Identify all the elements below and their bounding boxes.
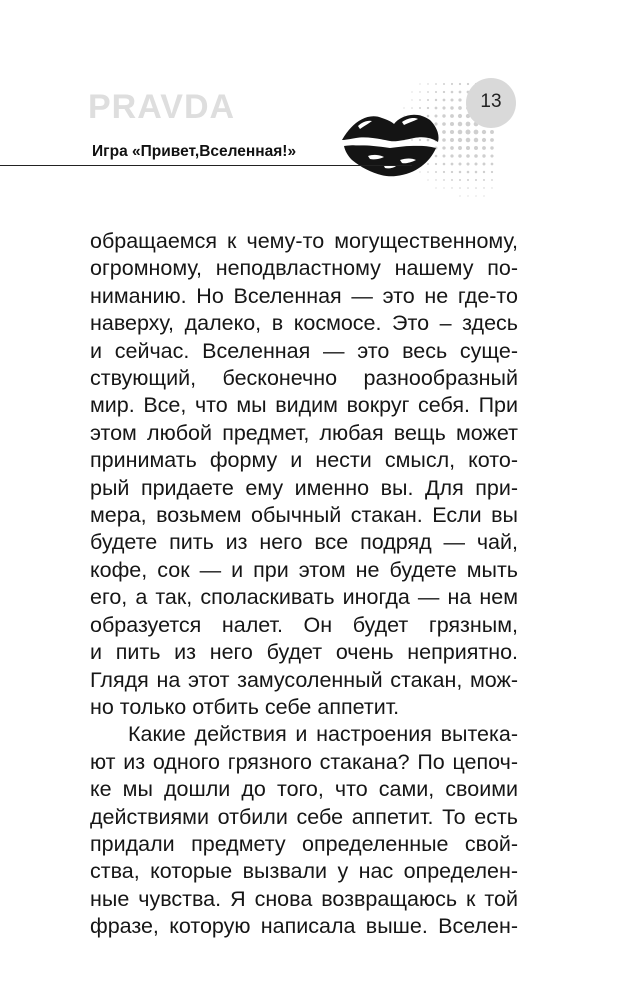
halftone-dot: [435, 99, 437, 101]
halftone-dot: [442, 146, 445, 149]
halftone-dot: [475, 171, 478, 174]
halftone-dot: [411, 99, 412, 100]
halftone-dot: [435, 83, 437, 85]
page-number: 13: [480, 91, 502, 112]
halftone-dot: [451, 179, 453, 181]
text-line: этом любой предмет, любая вещь может: [90, 420, 518, 445]
halftone-dot: [467, 187, 469, 189]
halftone-dot: [490, 138, 494, 142]
text-line: и сейчас. Вселенная — это весь суще-: [90, 338, 518, 363]
halftone-dot: [443, 91, 445, 93]
halftone-dot: [483, 163, 486, 166]
halftone-dot: [474, 130, 479, 135]
halftone-dot: [427, 83, 428, 84]
paragraph-2: [90, 721, 518, 940]
halftone-dot: [465, 129, 470, 134]
halftone-dot: [459, 187, 461, 189]
halftone-dot: [466, 122, 471, 127]
halftone-dot: [466, 154, 470, 158]
text-line: образуется налет. Он будет грязным,: [90, 612, 518, 637]
halftone-dot: [419, 99, 421, 101]
text-line: Глядя на этот замусоленный стакан, мож-: [90, 667, 518, 692]
halftone-dot: [451, 187, 452, 188]
halftone-dot: [450, 122, 454, 126]
halftone-dot: [443, 155, 446, 158]
halftone-dot: [466, 146, 470, 150]
halftone-dot: [458, 146, 462, 150]
halftone-dot: [475, 195, 476, 196]
halftone-dot: [491, 187, 492, 188]
halftone-dot: [442, 138, 446, 142]
body-text: [90, 228, 518, 941]
halftone-dot: [466, 162, 469, 165]
brand-title: PRAVDA: [88, 88, 236, 126]
halftone-dot: [482, 130, 486, 134]
halftone-dot: [458, 114, 462, 118]
text-line: обращаемся к чему-то могущественному,: [90, 229, 518, 253]
halftone-dot: [467, 171, 470, 174]
halftone-dot: [467, 179, 469, 181]
halftone-dot: [450, 146, 454, 150]
text-line: огромному, неподвластному нашему по-: [90, 256, 518, 281]
halftone-dot: [458, 122, 463, 127]
halftone-dot: [459, 163, 462, 166]
halftone-dot: [451, 163, 454, 166]
halftone-dot: [442, 122, 446, 126]
halftone-dot: [490, 146, 493, 149]
text-line: и пить из него будет очень неприятно.: [90, 640, 518, 665]
halftone-dot: [474, 162, 477, 165]
halftone-dot: [482, 146, 486, 150]
halftone-dot: [458, 130, 463, 135]
halftone-dot: [467, 195, 468, 196]
halftone-dot: [427, 91, 429, 93]
halftone-dot: [442, 114, 445, 117]
halftone-dot: [450, 138, 454, 142]
text-line: ствующий, бесконечно разнообразный: [90, 366, 518, 391]
text-line: наверху, далеко, в космосе. Это – здесь: [90, 311, 518, 336]
halftone-dot: [491, 163, 494, 166]
halftone-dot: [459, 83, 461, 85]
halftone-dot: [419, 83, 420, 84]
text-line: но только отбить себе аппетит.: [90, 694, 400, 719]
halftone-dot: [459, 179, 461, 181]
halftone-dot: [450, 106, 453, 109]
halftone-dot: [482, 138, 486, 142]
halftone-dot: [450, 130, 454, 134]
halftone-dot: [450, 98, 453, 101]
text-line: ют из одного грязного стакана? По цепоч-: [90, 749, 518, 774]
text-line: мера, возьмем обычный стакан. Если вы: [90, 503, 518, 528]
halftone-dot: [459, 91, 462, 94]
halftone-dot: [443, 83, 445, 85]
halftone-dot: [443, 99, 446, 102]
halftone-dot: [474, 154, 478, 158]
halftone-dot: [459, 195, 460, 196]
halftone-dot: [450, 154, 453, 157]
text-line: его, а так, споласкивать иногда — на нем: [90, 585, 518, 610]
halftone-dot: [483, 171, 485, 173]
halftone-dot: [475, 187, 477, 189]
header-divider: [0, 165, 412, 166]
paragraph-1: [90, 228, 518, 721]
halftone-dot: [442, 130, 446, 134]
halftone-dot: [491, 171, 493, 173]
halftone-dot: [411, 91, 412, 92]
halftone-dot: [458, 98, 461, 101]
halftone-dot: [435, 187, 436, 188]
halftone-dot: [427, 99, 429, 101]
text-line: Какие действия и настроения вытека-: [128, 722, 518, 747]
halftone-dot: [442, 106, 445, 109]
halftone-dot: [443, 163, 446, 166]
halftone-dot: [483, 195, 484, 196]
halftone-dot: [419, 91, 420, 92]
halftone-dot: [474, 138, 478, 142]
text-line: ства, которые вызвали у нас определен-: [90, 859, 518, 884]
halftone-dot: [483, 187, 484, 188]
running-title: Игра «Привет,Вселенная!»: [92, 143, 297, 160]
text-line: придали предмету определенные свой-: [90, 831, 518, 856]
halftone-dot: [490, 154, 493, 157]
halftone-dot: [451, 171, 453, 173]
halftone-dot: [443, 171, 445, 173]
halftone-dot: [466, 138, 471, 143]
halftone-dot: [450, 114, 454, 118]
text-line: будете пить из него все подряд — чай,: [90, 530, 518, 555]
halftone-dot: [475, 179, 477, 181]
halftone-dot: [458, 138, 462, 142]
text-line: принимать форму и нести смысл, кото-: [90, 448, 518, 473]
halftone-dot: [490, 130, 494, 134]
text-line: фразе, которую написала выше. Вселен-: [90, 914, 518, 939]
lips-print-icon: [338, 108, 442, 180]
halftone-dot: [467, 83, 469, 85]
text-line: мир. Все, что мы видим вокруг себя. При: [90, 393, 518, 418]
halftone-dot: [458, 106, 462, 110]
text-line: ниманию. Но Вселенная — это не где-то: [90, 283, 518, 308]
halftone-dot: [458, 154, 461, 157]
halftone-dot: [443, 179, 445, 181]
halftone-dot: [482, 154, 485, 157]
halftone-dot: [483, 179, 485, 181]
halftone-dot: [474, 146, 478, 150]
halftone-dot: [435, 91, 437, 93]
halftone-dot: [451, 91, 454, 94]
halftone-dot: [491, 179, 493, 181]
halftone-dot: [459, 171, 462, 174]
text-line: ные чувства. Я снова возвращаюсь к той: [90, 886, 518, 911]
halftone-dot: [443, 187, 444, 188]
halftone-dot: [451, 83, 453, 85]
text-line: кофе, сок — и при этом не будете мыть: [90, 557, 518, 582]
text-line: ке мы дошли до того, что сами, своими: [90, 777, 518, 802]
text-line: рый придаете ему именно вы. Для при-: [90, 475, 518, 500]
text-line: действиями отбили себе аппетит. То есть: [90, 804, 518, 829]
